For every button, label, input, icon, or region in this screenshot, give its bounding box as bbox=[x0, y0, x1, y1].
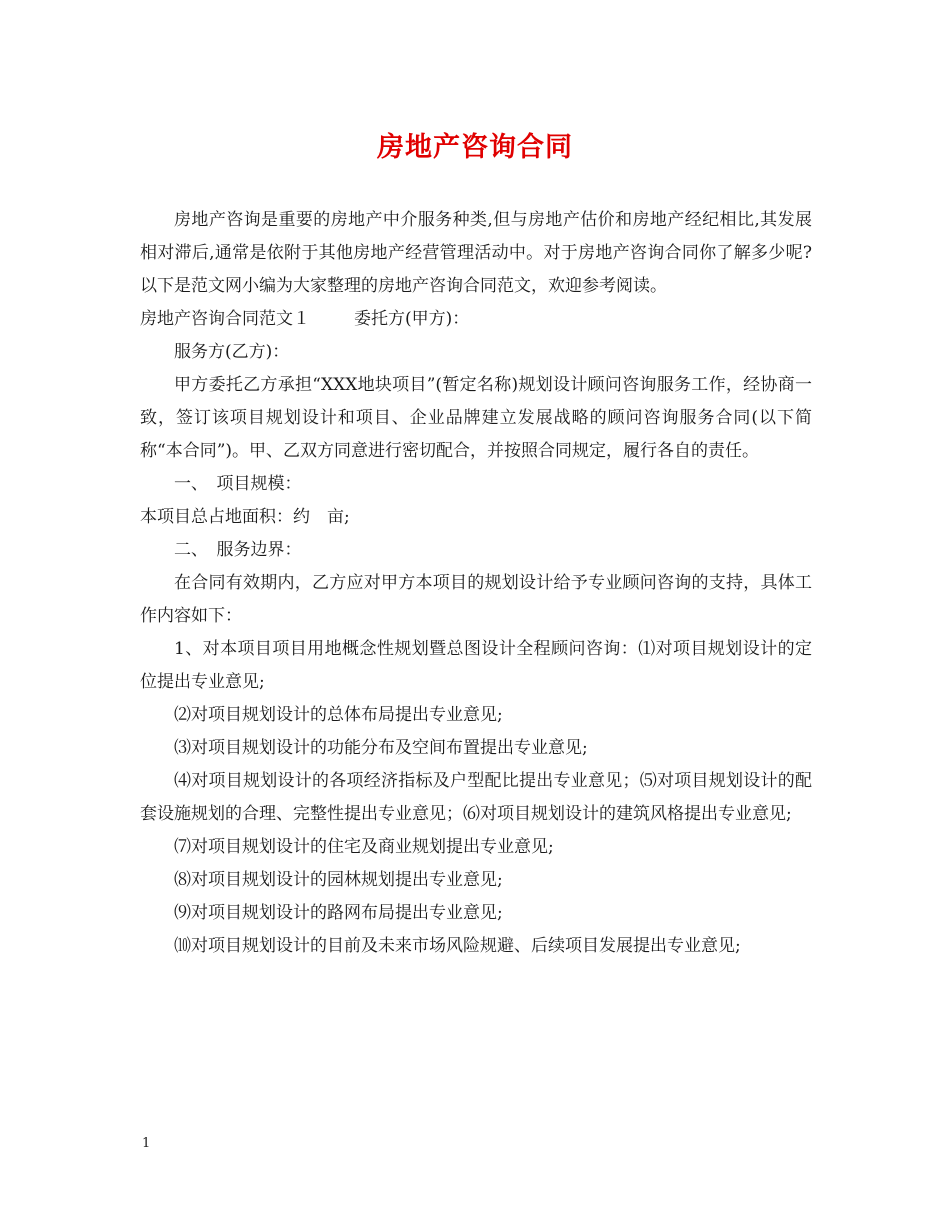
section-1-heading: 一、 项目规模： bbox=[174, 474, 302, 494]
provider-label: 服务方(乙方)： bbox=[174, 342, 290, 362]
client-label: 委托方(甲方)： bbox=[354, 309, 470, 329]
document-title: 房地产咨询合同 bbox=[377, 132, 573, 163]
list-item: ⑼对项目规划设计的路网布局提出专业意见; bbox=[174, 903, 503, 923]
page-number: 1 bbox=[142, 1136, 151, 1151]
section-2-heading: 二、 服务边界： bbox=[174, 540, 302, 560]
list-item: ⑽对项目规划设计的目前及未来市场风险规避、后续项目发展提出专业意见; bbox=[174, 936, 741, 956]
list-item: 1、对本项目项目用地概念性规划暨总图设计全程顾问咨询：⑴对项目规划设计的定位提出专业意见; bbox=[140, 639, 812, 692]
list-item: ⑺对项目规划设计的住宅及商业规划提出专业意见; bbox=[174, 837, 554, 857]
list-item: ⑵对项目规划设计的总体布局提出专业意见; bbox=[174, 705, 503, 725]
document-body bbox=[140, 204, 812, 963]
section-1-body: 本项目总占地面积：约 亩; bbox=[140, 507, 350, 527]
intro-paragraph: 房地产咨询是重要的房地产中介服务种类,但与房地产估价和房地产经纪相比,其发展相对滞后,通常是依附于其他房地产经营管理活动中。对于房地产咨询合同你了解多少呢?以下是范文网小编为大家整理的房地产咨询合同范文，欢迎参考阅读。 bbox=[140, 210, 812, 296]
preamble-paragraph: 甲方委托乙方承担“XXX地块项目”(暂定名称)规划设计顾问咨询服务工作，经协商一致，签订该项目规划设计和项目、企业品牌建立发展战略的顾问咨询服务合同(以下简称“本合同”)。甲、乙双方同意进行密切配合，并按照合同规定，履行各自的责任。 bbox=[140, 375, 812, 461]
list-item: ⑻对项目规划设计的园林规划提出专业意见; bbox=[174, 870, 503, 890]
section-2-intro: 在合同有效期内，乙方应对甲方本项目的规划设计给予专业顾问咨询的支持，具体工作内容如下： bbox=[140, 573, 812, 626]
sample-heading: 房地产咨询合同范文１ bbox=[140, 309, 310, 329]
sample-heading-line bbox=[140, 303, 812, 336]
list-item: ⑷对项目规划设计的各项经济指标及户型配比提出专业意见；⑸对项目规划设计的配套设施规划的合理、完整性提出专业意见；⑹对项目规划设计的建筑风格提出专业意见; bbox=[140, 771, 812, 824]
list-item: ⑶对项目规划设计的功能分布及空间布置提出专业意见; bbox=[174, 738, 588, 758]
